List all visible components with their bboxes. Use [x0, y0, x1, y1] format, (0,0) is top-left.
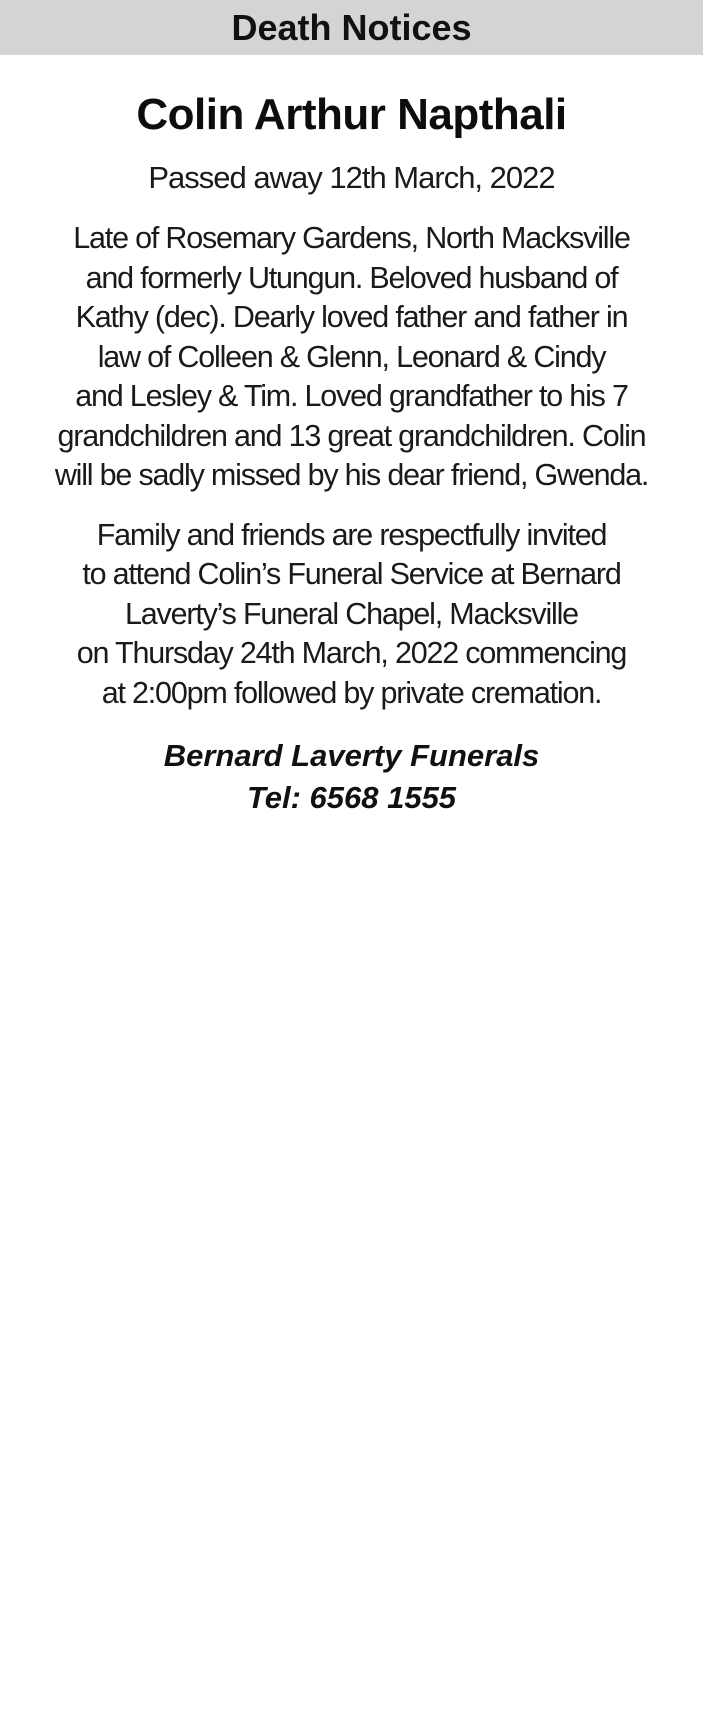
death-notice [0, 55, 703, 819]
notice-paragraph-service [0, 516, 703, 714]
notice-paragraph-family [0, 219, 703, 496]
funeral-director-name: Bernard Laverty Funerals [163, 738, 540, 773]
section-header [0, 0, 703, 55]
paragraph-line: and formerly Utungun. Beloved husband of [85, 260, 618, 295]
paragraph-line: and Lesley & Tim. Loved grandfather to his 7 [75, 379, 628, 413]
paragraph-line: Family and friends are respectfully invited [96, 517, 607, 552]
paragraph-line: will be sadly missed by his dear friend, Gwenda. [54, 458, 649, 492]
deceased-name: Colin Arthur Napthali [136, 90, 567, 139]
paragraph-line: law of Colleen & Glenn, Leonard & Cindy [97, 339, 606, 374]
passed-away-date: Passed away 12th March, 2022 [148, 160, 555, 195]
paragraph-line: Late of Rosemary Gardens, North Macksville [73, 221, 630, 255]
section-title: Death Notices [231, 7, 472, 48]
funeral-director-phone: Tel: 6568 1555 [246, 780, 457, 815]
paragraph-line: on Thursday 24th March, 2022 commencing [76, 636, 627, 670]
paragraph-line: grandchildren and 13 great grandchildren. Colin [57, 418, 646, 453]
paragraph-line: at 2:00pm followed by private cremation. [101, 675, 602, 710]
paragraph-line: Laverty’s Funeral Chapel, Macksville [125, 596, 578, 631]
paragraph-line: Kathy (dec). Dearly loved father and father in [75, 300, 628, 334]
paragraph-line: to attend Colin’s Funeral Service at Bernard [82, 557, 621, 591]
funeral-director [0, 735, 703, 819]
